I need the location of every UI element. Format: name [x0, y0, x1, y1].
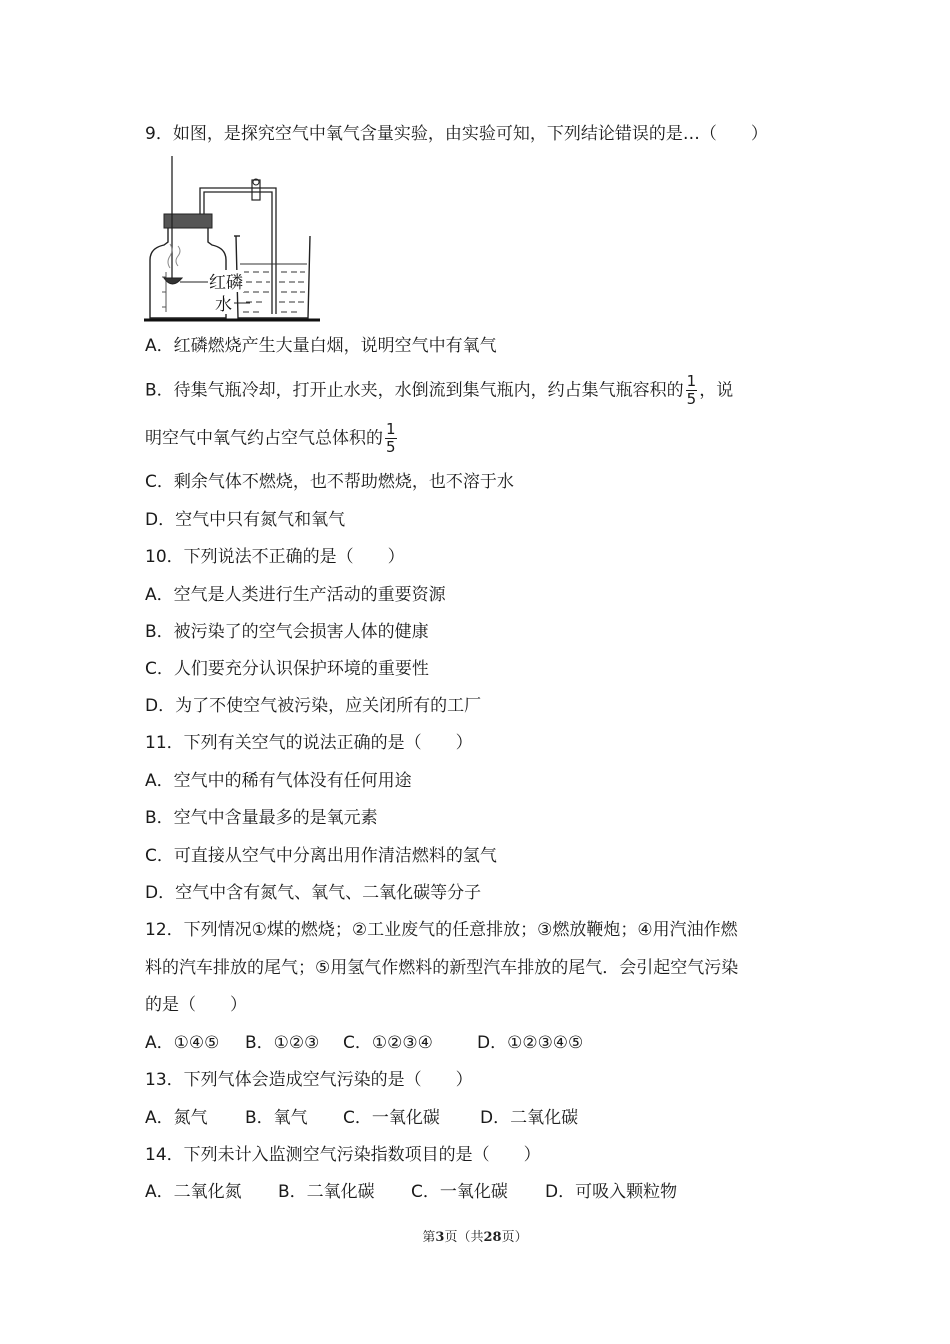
oxygen-content-apparatus-figure: [140, 152, 325, 327]
total-pages: 28: [483, 1230, 502, 1245]
q11-option-a: A．空气中的稀有气体没有任何用途: [145, 771, 412, 791]
q9-option-b-text: B．待集气瓶冷却，打开止水夹，水倒流到集气瓶内，约占集气瓶容积的: [145, 380, 684, 401]
q9-option-c: C．剩余气体不燃烧，也不帮助燃烧，也不溶于水: [145, 472, 514, 492]
page-number: 3: [435, 1230, 445, 1245]
q10-option-b: B．被污染了的空气会损害人体的健康: [145, 622, 429, 642]
q13-option-c: C．一氧化碳: [343, 1108, 440, 1128]
q11-stem: 11．下列有关空气的说法正确的是（ ）: [145, 733, 473, 753]
q12-stem-line2: 料的汽车排放的尾气；⑤用氢气作燃料的新型汽车排放的尾气．会引起空气污染: [145, 958, 739, 978]
q11-option-d: D．空气中含有氮气、氧气、二氧化碳等分子: [145, 883, 482, 903]
q14-stem: 14．下列未计入监测空气污染指数项目的是（ ）: [145, 1145, 541, 1165]
q14-option-a: A．二氧化氮: [145, 1182, 242, 1202]
one-fifth-fraction: $\frac{1}{5}$: [686, 372, 697, 408]
q12-option-a: A．①④⑤: [145, 1033, 220, 1053]
q13-stem: 13．下列气体会造成空气污染的是（ ）: [145, 1070, 473, 1090]
q13-option-d: D．二氧化碳: [480, 1108, 579, 1128]
q11-option-c: C．可直接从空气中分离出用作清洁燃料的氢气: [145, 846, 497, 866]
q12-stem-line1: 12．下列情况①煤的燃烧；②工业废气的任意排放；③燃放鞭炮；④用汽油作燃: [145, 920, 738, 940]
q10-stem: 10．下列说法不正确的是（ ）: [145, 547, 405, 567]
water-label: 水: [215, 295, 232, 315]
q14-option-b: B．二氧化碳: [278, 1182, 375, 1202]
q9-option-b-line2: 明空气中氧气约占空气总体积的 $\frac{1}{5}$: [145, 420, 396, 456]
page-footer: 第3页（共28页）: [422, 1230, 528, 1245]
q13-option-a: A．氮气: [145, 1108, 208, 1128]
red-phosphorus-label: 红磷: [209, 273, 243, 293]
q10-option-c: C．人们要充分认识保护环境的重要性: [145, 659, 429, 679]
q9-stem: 9．如图，是探究空气中氧气含量实验，由实验可知，下列结论错误的是…（ ）: [145, 124, 768, 144]
q11-option-b: B．空气中含量最多的是氧元素: [145, 808, 378, 828]
q12-stem-line3: 的是（ ）: [145, 995, 247, 1015]
q14-options: [145, 1180, 677, 1204]
q13-option-b: B．氧气: [245, 1108, 308, 1128]
q12-options: [145, 1031, 583, 1055]
q12-option-d: D．①②③④⑤: [477, 1033, 584, 1053]
q14-option-c: C．一氧化碳: [411, 1182, 508, 1202]
q14-option-d: D．可吸入颗粒物: [545, 1182, 678, 1202]
q10-option-a: A．空气是人类进行生产活动的重要资源: [145, 585, 446, 605]
q9-option-b-line1: B．待集气瓶冷却，打开止水夹，水倒流到集气瓶内，约占集气瓶容积的 $\frac{1}{5}$ ，说: [145, 372, 734, 408]
one-fifth-fraction: $\frac{1}{5}$: [386, 420, 396, 456]
q10-option-d: D．为了不使空气被污染，应关闭所有的工厂: [145, 696, 482, 716]
q13-options: [145, 1106, 578, 1130]
q9-option-a: A．红磷燃烧产生大量白烟，说明空气中有氧气: [145, 336, 497, 356]
q9-option-d: D．空气中只有氮气和氧气: [145, 510, 346, 530]
q12-option-c: C．①②③④: [343, 1033, 433, 1053]
q12-option-b: B．①②③: [245, 1033, 320, 1053]
